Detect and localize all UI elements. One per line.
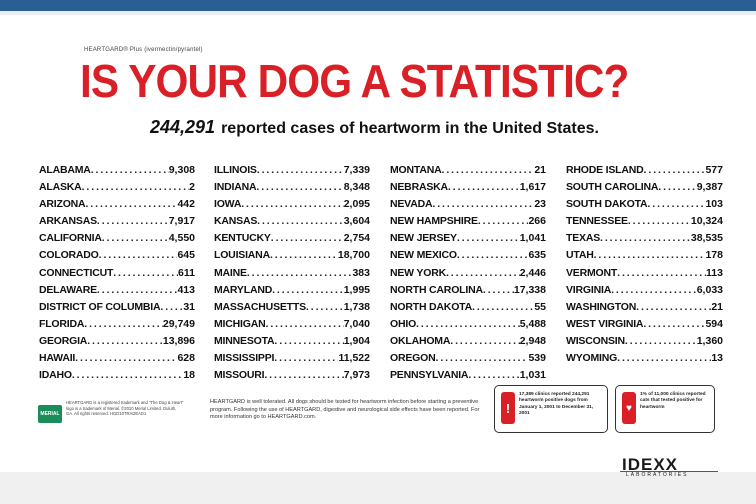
state-row (566, 318, 723, 335)
state-row (39, 198, 195, 215)
state-name: VIRGINIA (566, 283, 612, 296)
state-row (390, 352, 546, 369)
state-name: NORTH DAKOTA (390, 300, 472, 313)
state-name: CONNECTICUT (39, 266, 114, 279)
state-name: IDAHO (39, 369, 72, 382)
case-count: 8,348 (343, 181, 370, 194)
dot-leader (241, 198, 344, 210)
state-row (39, 164, 195, 181)
state-name: WEST VIRGINIA (566, 317, 644, 330)
state-name: NEVADA (390, 198, 433, 211)
dot-leader (658, 181, 696, 193)
state-row (214, 181, 370, 198)
state-name: PENNSYLVANIA (390, 369, 469, 382)
case-count: 645 (177, 249, 195, 262)
state-column-2 (214, 164, 370, 386)
dot-leader (594, 249, 706, 261)
state-name: LOUISIANA (214, 249, 270, 262)
state-name: RHODE ISLAND (566, 164, 644, 176)
case-count: 103 (705, 198, 723, 211)
state-name: WASHINGTON (566, 300, 637, 313)
dot-leader (446, 267, 520, 279)
state-name: OKLAHOMA (390, 334, 451, 347)
dot-leader (644, 164, 706, 176)
state-row (214, 301, 370, 318)
state-row (214, 318, 370, 335)
case-count: 38,535 (690, 232, 723, 245)
idexx-logo-subtitle: LABORATORIES (626, 472, 689, 478)
dot-leader (257, 215, 344, 227)
dot-leader (611, 284, 697, 296)
state-column-3 (390, 164, 546, 386)
case-count: 383 (352, 266, 370, 279)
case-count: 4,550 (168, 232, 195, 245)
total-cases-number: 244,291 (150, 117, 216, 137)
case-count: 594 (705, 317, 723, 330)
dog-stat-box (494, 385, 608, 433)
case-count: 1,904 (343, 334, 370, 347)
state-name: NEW HAMPSHIRE (390, 215, 478, 228)
case-count: 442 (177, 198, 195, 211)
state-row (566, 267, 723, 284)
dot-leader (636, 301, 711, 313)
dot-leader (478, 215, 529, 227)
case-count: 1,031 (519, 369, 546, 382)
state-row (214, 232, 370, 249)
subheadline (150, 117, 599, 138)
state-row (39, 267, 195, 284)
dot-leader (264, 369, 343, 381)
state-row (214, 249, 370, 266)
state-row (390, 215, 546, 232)
idexx-logo: IDEXX (622, 455, 679, 474)
state-column-4 (566, 164, 723, 369)
state-name: MICHIGAN (214, 317, 266, 330)
state-row (39, 215, 195, 232)
state-name: MINNESOTA (214, 334, 275, 347)
state-name: INDIANA (214, 181, 257, 194)
dot-leader (160, 301, 183, 313)
state-name: MONTANA (390, 164, 442, 176)
state-row (214, 164, 370, 181)
state-row (39, 181, 195, 198)
state-row (566, 232, 723, 249)
dot-leader (85, 198, 177, 210)
state-row (214, 369, 370, 386)
product-tagline: HEARTGARD® Plus (ivermectin/pyrantel) (84, 47, 203, 53)
dot-leader (82, 181, 190, 193)
state-name: DELAWARE (39, 283, 97, 296)
case-count: 18 (183, 369, 195, 382)
state-name: KENTUCKY (214, 232, 271, 245)
case-count: 21 (534, 164, 546, 176)
case-count: 21 (711, 300, 723, 313)
case-count: 539 (528, 352, 546, 365)
cat-stat-box (615, 385, 715, 433)
legal-text: HEARTGARD is a registered trademark and "The Dog & Heart" logo is a trademark of Merial. ©2010 Merial Limited. Duluth, GA. All rights reserved. HGD10TRADEAD1 (66, 400, 184, 416)
state-row (390, 249, 546, 266)
state-row (39, 369, 195, 386)
state-row (566, 352, 723, 369)
state-row (39, 249, 195, 266)
state-row (566, 181, 723, 198)
dot-leader (271, 232, 344, 244)
case-count: 178 (705, 249, 723, 262)
dot-leader (441, 164, 534, 176)
state-row (566, 301, 723, 318)
dot-leader (457, 249, 529, 261)
dot-leader (617, 352, 711, 364)
dot-leader (483, 284, 514, 296)
dot-leader (91, 164, 169, 176)
state-name: KANSAS (214, 215, 258, 228)
dot-leader (472, 301, 534, 313)
dot-leader (75, 352, 177, 364)
safety-disclaimer: HEARTGARD is well tolerated. All dogs should be tested for heartworm infection before starting a preventive program. Following the use of HEARTGARD, digestive and neurological side effects have been reported. For more information go to HEARTGARD.com. (210, 399, 480, 421)
state-row (39, 335, 195, 352)
state-name: WYOMING (566, 352, 618, 365)
case-count: 7,040 (343, 317, 370, 330)
dot-leader (468, 369, 519, 381)
case-count: 17,338 (513, 283, 546, 296)
dot-leader (270, 249, 338, 261)
case-count: 1,041 (519, 232, 546, 245)
state-row (390, 198, 546, 215)
dot-leader (628, 215, 691, 227)
state-row (214, 215, 370, 232)
state-name: OHIO (390, 317, 417, 330)
dot-leader (72, 369, 183, 381)
state-name: IOWA (214, 198, 242, 211)
case-count: 23 (534, 198, 546, 211)
cat-stat-text: 1% of 11,000 clinics reported cats that tested positive for heartworm (640, 392, 706, 410)
case-count: 413 (177, 283, 195, 296)
state-row (39, 301, 195, 318)
case-count: 9,308 (168, 164, 195, 176)
case-count: 611 (178, 266, 195, 279)
case-count: 577 (705, 164, 723, 176)
state-row (390, 164, 546, 181)
dot-leader (617, 267, 706, 279)
state-row (39, 232, 195, 249)
state-name: NEW JERSEY (390, 232, 457, 245)
case-count: 31 (183, 300, 195, 313)
case-count: 2,446 (519, 266, 546, 279)
case-count: 29,749 (162, 317, 195, 330)
state-row (39, 284, 195, 301)
state-name: NEW YORK (390, 266, 446, 279)
case-count: 13,896 (162, 334, 195, 347)
case-count: 635 (528, 249, 546, 262)
dot-leader (99, 249, 178, 261)
case-count: 13 (711, 352, 723, 365)
case-count: 7,917 (168, 215, 195, 228)
case-count: 7,973 (343, 369, 370, 382)
state-name: ARKANSAS (39, 215, 97, 228)
case-count: 7,339 (343, 164, 370, 176)
dot-leader (435, 352, 528, 364)
case-count: 2,754 (343, 232, 370, 245)
dot-leader (416, 318, 520, 330)
state-row (566, 249, 723, 266)
state-row (390, 181, 546, 198)
state-name: MAINE (214, 266, 247, 279)
dot-leader (272, 284, 344, 296)
case-count: 5,488 (519, 317, 546, 330)
state-name: TEXAS (566, 232, 601, 245)
dot-leader (647, 198, 705, 210)
state-row (566, 198, 723, 215)
subheadline-text: reported cases of heartworm in the United States. (221, 120, 599, 137)
dot-leader (457, 232, 520, 244)
exclamation-icon: ! (501, 392, 515, 424)
case-count: 1,617 (519, 181, 546, 194)
case-count: 9,387 (696, 181, 723, 194)
dot-leader (432, 198, 534, 210)
state-row (390, 318, 546, 335)
heart-icon: ♥ (622, 392, 636, 424)
case-count: 628 (177, 352, 195, 365)
state-name: ALABAMA (39, 164, 91, 176)
case-count: 113 (706, 266, 723, 279)
dog-stat-text: 17,389 clinics reported 244,291 heartworm positive dogs from January 1, 2001 to December 31, 2001 (519, 392, 594, 417)
state-row (566, 164, 723, 181)
state-name: NEW MEXICO (390, 249, 457, 262)
case-count: 1,738 (343, 300, 370, 313)
state-row (566, 284, 723, 301)
state-name: DISTRICT OF COLUMBIA (39, 300, 161, 313)
case-count: 11,522 (338, 352, 370, 365)
dot-leader (643, 318, 705, 330)
state-row (566, 335, 723, 352)
dot-leader (274, 335, 343, 347)
state-name: ALASKA (39, 181, 82, 194)
state-name: TENNESSEE (566, 215, 628, 228)
state-name: MASSACHUSETTS (214, 300, 306, 313)
state-name: SOUTH CAROLINA (566, 181, 659, 194)
dot-leader (257, 164, 344, 176)
state-row (214, 352, 370, 369)
state-row (566, 215, 723, 232)
top-bar-shadow (0, 11, 756, 15)
dot-leader (306, 301, 344, 313)
state-name: WISCONSIN (566, 334, 625, 347)
dot-leader (450, 335, 519, 347)
state-row (214, 335, 370, 352)
dot-leader (113, 267, 178, 279)
state-name: FLORIDA (39, 317, 85, 330)
case-count: 3,604 (343, 215, 370, 228)
dot-leader (265, 318, 343, 330)
dot-leader (84, 318, 163, 330)
dot-leader (102, 232, 169, 244)
merial-logo: MERIAL (38, 405, 62, 423)
state-row (39, 318, 195, 335)
dot-leader (87, 335, 163, 347)
case-count: 1,995 (343, 283, 370, 296)
case-count: 2 (189, 181, 195, 194)
state-name: ARIZONA (39, 198, 86, 211)
state-row (390, 301, 546, 318)
state-name: CALIFORNIA (39, 232, 102, 245)
state-name: OREGON (390, 352, 436, 365)
dot-leader (625, 335, 697, 347)
case-count: 55 (534, 300, 546, 313)
dot-leader (247, 267, 353, 279)
state-row (390, 369, 546, 386)
state-name: VERMONT (566, 266, 618, 279)
case-count: 266 (528, 215, 546, 228)
state-name: UTAH (566, 249, 594, 262)
case-count: 18,700 (337, 249, 370, 262)
state-column-1 (39, 164, 195, 386)
page-title: IS YOUR DOG A STATISTIC? (80, 55, 629, 107)
case-count: 1,360 (696, 334, 723, 347)
state-name: NEBRASKA (390, 181, 448, 194)
dot-leader (256, 181, 343, 193)
state-row (390, 284, 546, 301)
state-name: MISSOURI (214, 369, 265, 382)
state-row (39, 352, 195, 369)
case-count: 6,033 (696, 283, 723, 296)
state-name: SOUTH DAKOTA (566, 198, 648, 211)
state-row (390, 232, 546, 249)
case-count: 2,948 (519, 334, 546, 347)
state-name: COLORADO (39, 249, 99, 262)
state-row (214, 198, 370, 215)
state-row (214, 267, 370, 284)
dot-leader (448, 181, 520, 193)
dot-leader (600, 232, 691, 244)
case-count: 2,095 (343, 198, 370, 211)
dot-leader (97, 215, 169, 227)
state-row (214, 284, 370, 301)
state-name: MISSISSIPPI (214, 352, 275, 365)
state-row (390, 267, 546, 284)
state-name: ILLINOIS (214, 164, 257, 176)
state-name: GEORGIA (39, 334, 88, 347)
state-name: HAWAII (39, 352, 76, 365)
dot-leader (274, 352, 338, 364)
top-color-bar (0, 0, 756, 11)
state-name: NORTH CAROLINA (390, 283, 483, 296)
state-name: MARYLAND (214, 283, 273, 296)
state-row (390, 335, 546, 352)
dot-leader (97, 284, 178, 296)
case-count: 10,324 (690, 215, 723, 228)
